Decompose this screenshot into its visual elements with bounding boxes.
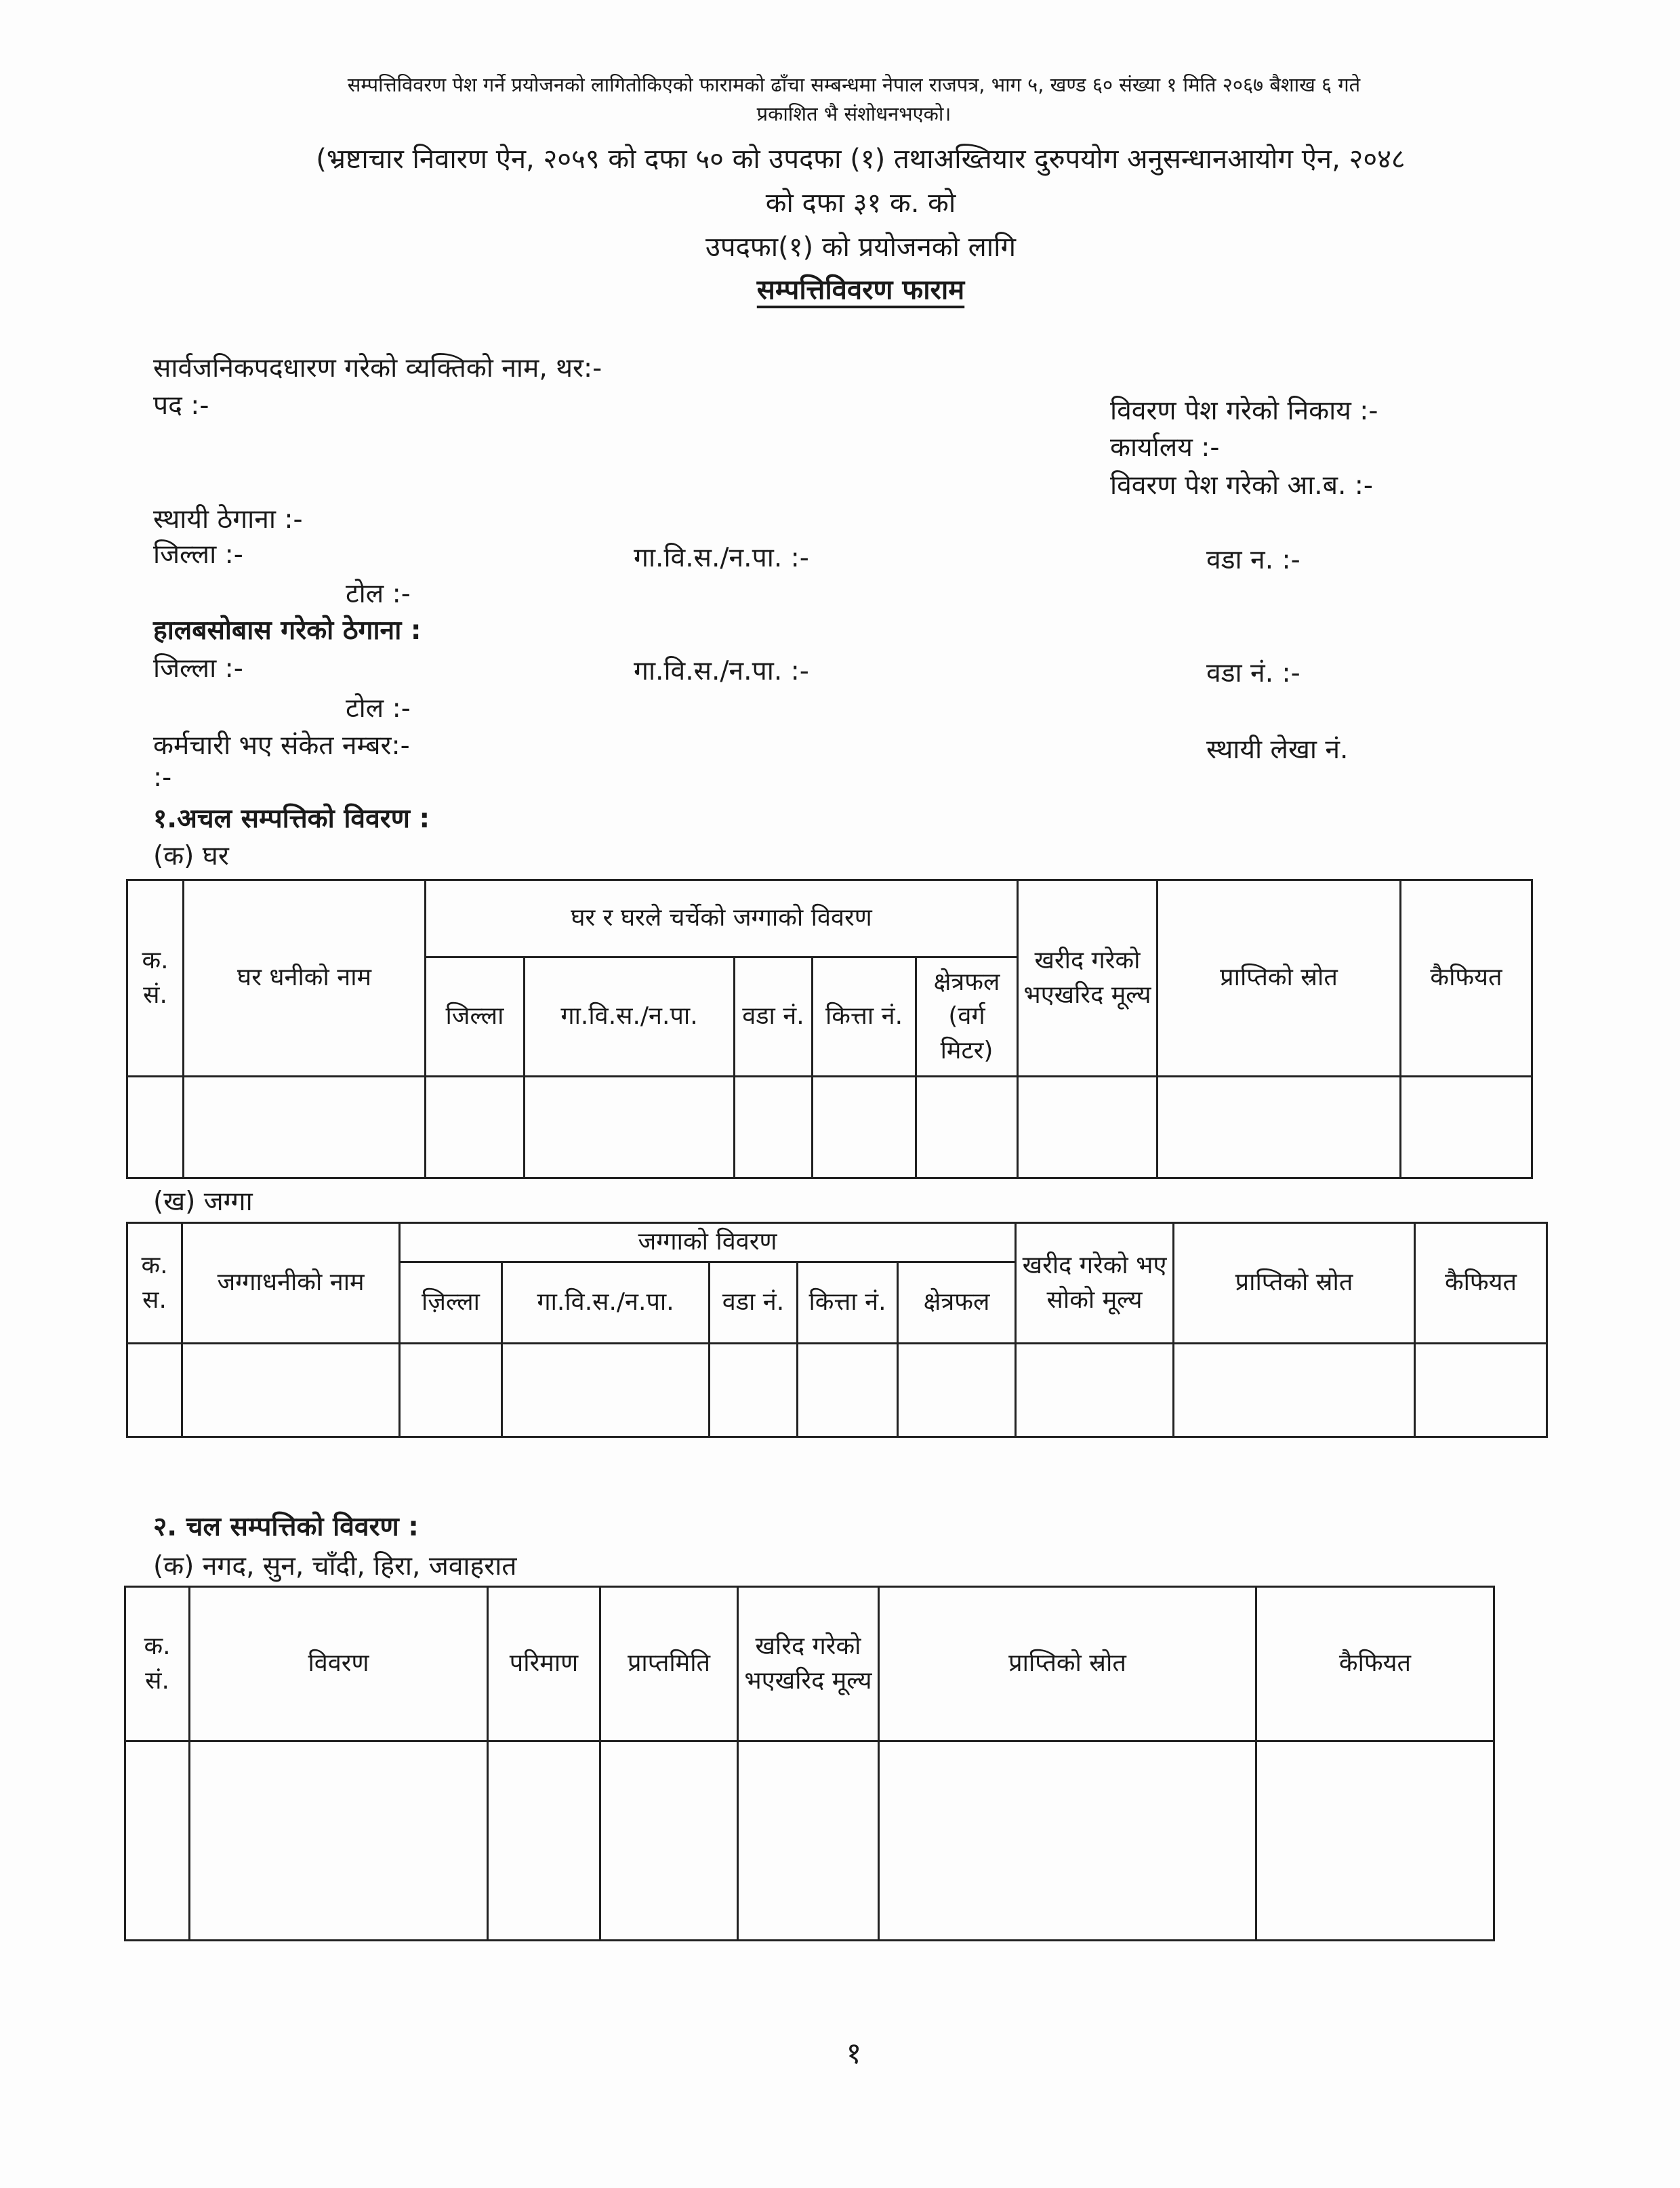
house-cell[interactable] <box>426 1077 525 1178</box>
fiscal-year-label: विवरण पेश गरेको आ.ब. :- <box>1110 470 1373 501</box>
land-col-sn: क. स. <box>127 1223 182 1344</box>
land-col-area: क्षेत्रफल <box>898 1262 1016 1344</box>
cash-col-date: प्राप्तमिति <box>600 1587 738 1741</box>
land-col-plot: कित्ता नं. <box>798 1262 898 1344</box>
house-cell[interactable] <box>525 1077 735 1178</box>
permanent-district-label: जिल्ला :- <box>153 539 243 570</box>
house-col-price: खरीद गरेको भएखरिद मूल्य <box>1018 880 1157 1077</box>
cash-col-qty: परिमाण <box>488 1587 600 1741</box>
office-label: कार्यालय :- <box>1110 432 1220 463</box>
current-vdc-label: गा.वि.स./न.पा. :- <box>634 656 809 686</box>
permanent-address-label: स्थायी ठेगाना :- <box>153 504 303 535</box>
house-cell[interactable] <box>1018 1077 1157 1178</box>
land-col-ward: वडा नं. <box>710 1262 798 1344</box>
cash-col-desc: विवरण <box>190 1587 488 1741</box>
house-col-vdc: गा.वि.स./न.पा. <box>525 957 735 1077</box>
land-cell[interactable] <box>1415 1344 1547 1437</box>
house-cell[interactable] <box>184 1077 426 1178</box>
house-col-owner: घर धनीको नाम <box>184 880 426 1077</box>
cash-cell[interactable] <box>1256 1741 1494 1941</box>
land-col-source: प्राप्तिको स्रोत <box>1174 1223 1415 1344</box>
section1-title: १.अचल सम्पत्तिको विवरण : <box>153 804 430 834</box>
house-table-row <box>127 1077 1532 1178</box>
cash-cell[interactable] <box>738 1741 879 1941</box>
permanent-vdc-label: गा.वि.स./न.पा. :- <box>634 543 809 573</box>
cash-table-row <box>125 1741 1494 1941</box>
land-cell[interactable] <box>798 1344 898 1437</box>
permanent-tole-label: टोल :- <box>346 579 411 609</box>
cash-cell[interactable] <box>125 1741 190 1941</box>
form-title: सम्पत्तिविवरण फाराम <box>756 274 965 306</box>
land-cell[interactable] <box>400 1344 502 1437</box>
house-col-sn: क. सं. <box>127 880 184 1077</box>
cash-col-source: प्राप्तिको स्रोत <box>879 1587 1256 1741</box>
employee-code-label: कर्मचारी भए संकेत नम्बर:- <box>153 730 410 761</box>
pan-label: स्थायी लेखा नं. <box>1206 735 1349 765</box>
house-col-source: प्राप्तिको स्रोत <box>1157 880 1401 1077</box>
land-col-price: खरीद गरेको भए सोको मूल्य <box>1016 1223 1174 1344</box>
cash-col-price: खरिद गरेको भएखरिद मूल्य <box>738 1587 879 1741</box>
current-district-label: जिल्ला :- <box>153 653 243 684</box>
act-reference-line1: (भ्रष्टाचार निवारण ऐन, २०५९ को दफा ५० को उपदफा (१) तथाअख्तियार दुरुपयोग अनुसन्धानआयोग ऐन, २०४८ <box>316 144 1406 175</box>
cash-col-sn: क. सं. <box>125 1587 190 1741</box>
cash-table <box>124 1586 1495 1941</box>
house-cell[interactable] <box>1401 1077 1532 1178</box>
cash-col-remarks: कैफियत <box>1256 1587 1494 1741</box>
house-cell[interactable] <box>916 1077 1018 1178</box>
house-cell[interactable] <box>813 1077 916 1178</box>
land-cell[interactable] <box>710 1344 798 1437</box>
act-reference-line3: उपदफा(१) को प्रयोजनको लागि <box>705 232 1016 263</box>
house-cell[interactable] <box>127 1077 184 1178</box>
employee-code-cont: :- <box>153 762 172 793</box>
header-note-line2: प्रकाशित भै संशोधनभएको। <box>756 102 951 125</box>
land-cell[interactable] <box>502 1344 710 1437</box>
land-cell[interactable] <box>898 1344 1016 1437</box>
submitting-body-label: विवरण पेश गरेको निकाय :- <box>1110 396 1378 426</box>
act-reference-line2: को दफा ३१ क. को <box>765 188 956 219</box>
header-note-line1: सम्पत्तिविवरण पेश गर्ने प्रयोजनको लागितोकिएको फारामको ढाँचा सम्बन्धमा नेपाल राजपत्र, भाग ५, खण्ड ६० संख्या १ मिति २०६७ बैशाख ६ गते <box>347 73 1361 96</box>
land-subsection-label: (ख) जग्गा <box>153 1186 253 1217</box>
land-cell[interactable] <box>182 1344 400 1437</box>
post-label: पद :- <box>153 390 209 421</box>
house-col-area: क्षेत्रफल (वर्ग मिटर) <box>916 957 1018 1077</box>
current-ward-label: वडा नं. :- <box>1206 658 1300 688</box>
house-cell[interactable] <box>735 1077 813 1178</box>
cash-cell[interactable] <box>600 1741 738 1941</box>
land-cell[interactable] <box>127 1344 182 1437</box>
page-number: १ <box>846 2036 862 2071</box>
cash-cell[interactable] <box>879 1741 1256 1941</box>
land-col-remarks: कैफियत <box>1415 1223 1547 1344</box>
land-col-group: जग्गाको विवरण <box>400 1223 1016 1262</box>
section2-title: २. चल सम्पत्तिको विवरण : <box>153 1512 419 1542</box>
house-col-district: जिल्ला <box>426 957 525 1077</box>
house-cell[interactable] <box>1157 1077 1401 1178</box>
permanent-ward-label: वडा न. :- <box>1206 545 1300 575</box>
land-col-district: ज़िल्ला <box>400 1262 502 1344</box>
current-address-label: हालबसोबास गरेको ठेगाना : <box>153 615 422 646</box>
cash-cell[interactable] <box>488 1741 600 1941</box>
house-col-remarks: कैफियत <box>1401 880 1532 1077</box>
land-table <box>126 1222 1548 1438</box>
land-col-owner: जग्गाधनीको नाम <box>182 1223 400 1344</box>
land-cell[interactable] <box>1016 1344 1174 1437</box>
land-table-row <box>127 1344 1547 1437</box>
house-col-plot: कित्ता नं. <box>813 957 916 1077</box>
house-col-group: घर र घरले चर्चेको जग्गाको विवरण <box>426 880 1018 957</box>
house-subsection-label: (क) घर <box>153 841 229 871</box>
house-col-ward: वडा नं. <box>735 957 813 1077</box>
current-tole-label: टोल :- <box>346 693 411 724</box>
cash-subsection-label: (क) नगद, सुन, चाँदी, हिरा, जवाहरात <box>153 1551 517 1582</box>
name-label: सार्वजनिकपदधारण गरेको व्यक्तिको नाम, थर:- <box>153 353 602 384</box>
land-col-vdc: गा.वि.स./न.पा. <box>502 1262 710 1344</box>
cash-cell[interactable] <box>190 1741 488 1941</box>
land-cell[interactable] <box>1174 1344 1415 1437</box>
house-table <box>126 879 1533 1179</box>
